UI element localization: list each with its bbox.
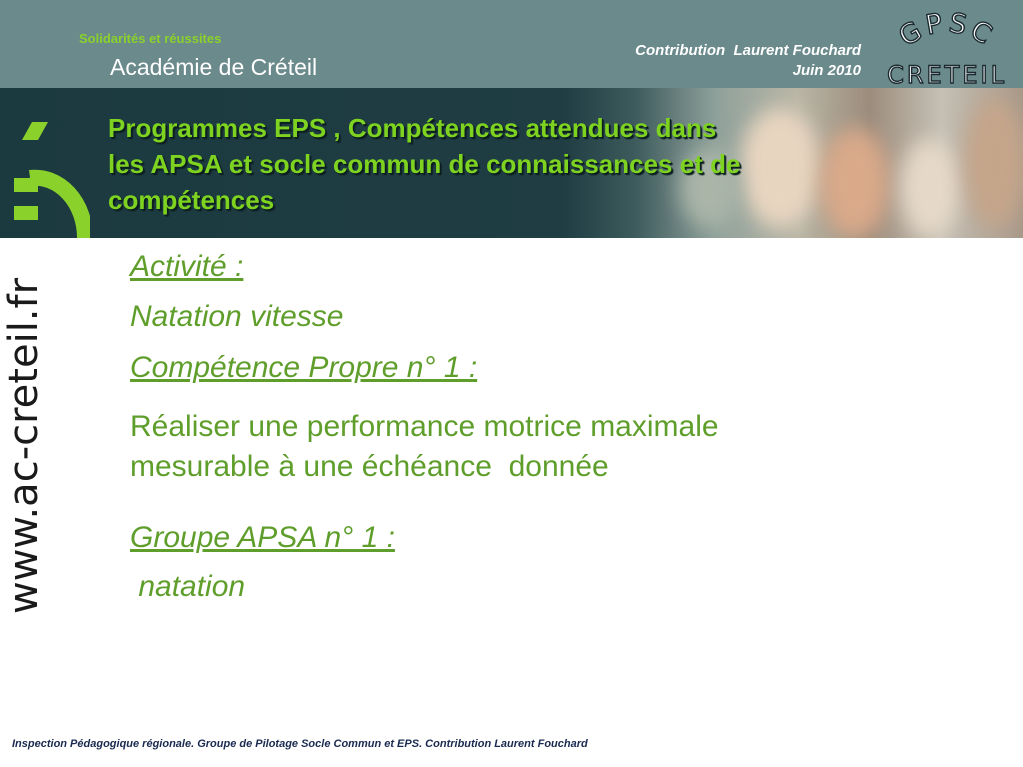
brand-bar [14,206,38,220]
gpsc-logo [874,6,1020,88]
brand-url-text: www.ac-creteil.fr [1,277,47,614]
activity-value: Natation vitesse [130,300,344,333]
group-heading: Groupe APSA n° 1 : [130,521,395,554]
slide-title [108,110,878,218]
brand-accent-mark [22,122,48,140]
title-line: les APSA et socle commun de connaissances et de [108,149,741,179]
group-value: natation [130,570,246,603]
academy-name: Académie de Créteil [110,54,318,80]
activity-heading: Activité : [130,250,244,283]
title-line: Programmes EPS , Compétences attendues dans [108,113,717,143]
competence-text: Réaliser une performance motrice maximale [130,410,719,443]
competence-text: mesurable à une échéance donnée [130,450,609,483]
brand-arc [30,178,85,238]
competence-heading: Compétence Propre n° 1 : [130,351,478,384]
logo-text-bottom: CRETEIL [887,61,1007,88]
ac-creteil-brand [0,118,90,618]
contribution-info [635,41,861,81]
slogan: Solidarités et réussites [79,31,222,46]
logo-text-top: GPSC [893,7,1001,53]
brand-bar [14,178,38,192]
footer-text: Inspection Pédagogique régionale. Groupe de Pilotage Socle Commun et EPS. Contribution Laurent Fouchard [12,738,588,750]
svg-text:GPSC [894,7,1000,52]
photo-background [965,98,1023,228]
photo-background [900,138,960,238]
title-line: compétences [108,185,275,215]
contribution-author: Contribution Laurent Fouchard [635,42,861,59]
contribution-date: Juin 2010 [792,62,861,79]
